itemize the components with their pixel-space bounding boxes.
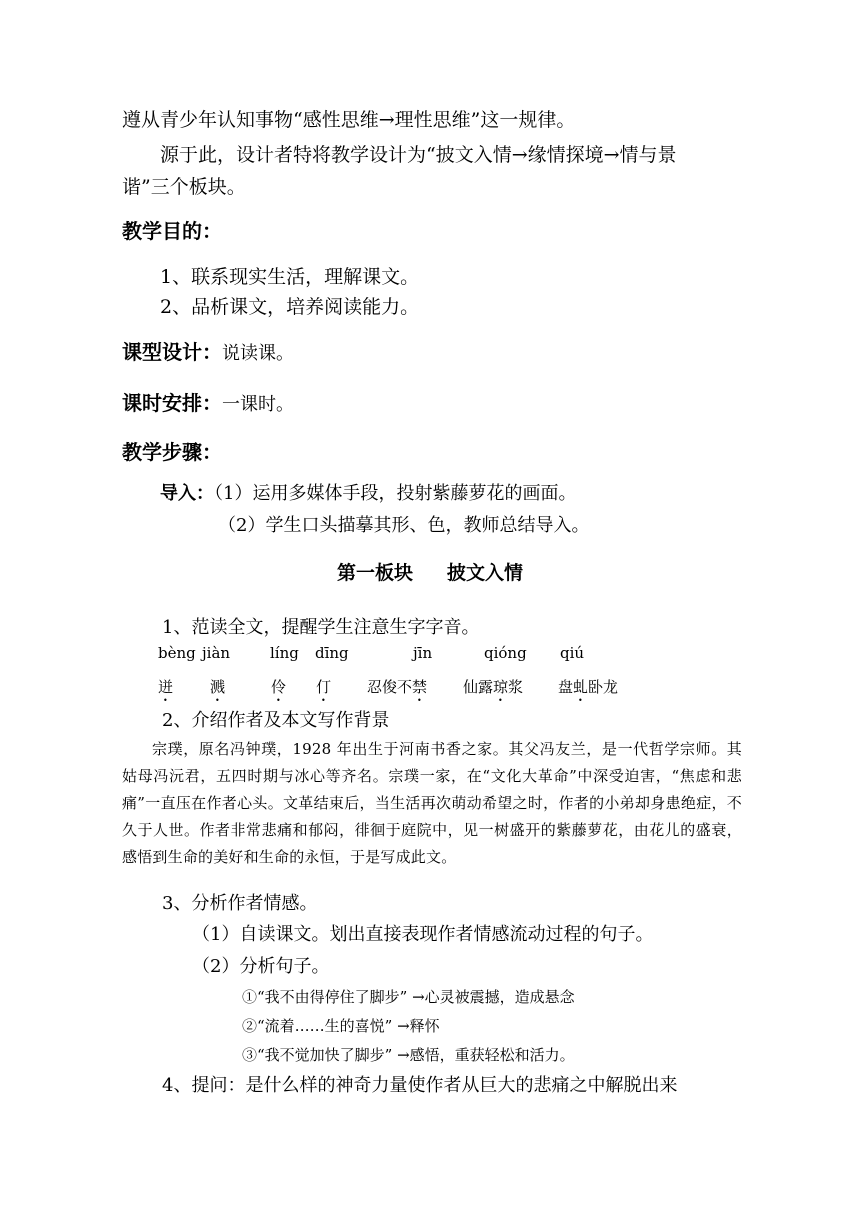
vocab-word-5-dotted: 禁 (412, 678, 428, 696)
step-item-3-2: （2）分析句子。 (192, 956, 330, 977)
vocab-word-6-dotted: 琼 (493, 678, 509, 696)
section-title (0, 558, 860, 588)
intro-line-2: 源于此，设计者特将教学设计为“披文入情→缘情探境→情与景 (160, 144, 677, 166)
vocab-word-7-dotted: 虬 (573, 678, 589, 696)
vocab-word-7 (558, 676, 618, 705)
pinyin-1: bèng (158, 644, 196, 662)
step-item-3-1: （1）自读课文。划出直接表现作者情感流动过程的句子。 (192, 924, 654, 945)
vocab-word-5-prefix: 忍俊不 (367, 678, 413, 696)
schedule-row (122, 388, 294, 420)
intro-line-1: 遵从青少年认知事物“感性思维→理性思维”这一规律。 (122, 109, 576, 131)
pinyin-3: líng (270, 644, 299, 662)
schedule-heading: 课时安排： (122, 391, 222, 415)
vocab-row (0, 676, 860, 702)
vocab-word-6-prefix: 仙露 (463, 678, 494, 696)
intro-step-row (160, 480, 576, 508)
step-item-1: 1、范读全文，提醒学生注意生字字音。 (162, 617, 480, 638)
sentence-2: ②“流着……生的喜悦” →释怀 (242, 1017, 440, 1035)
objective-item-2: 2、品析课文，培养阅读能力。 (160, 296, 420, 318)
sentence-1: ①“我不由得停住了脚步” →心灵被震撼，造成悬念 (242, 988, 575, 1006)
vocab-word-6-suffix: 浆 (508, 678, 524, 696)
pinyin-4: dīng (315, 644, 349, 662)
lesson-type-row (122, 337, 294, 369)
vocab-word-7-prefix: 盘 (558, 678, 574, 696)
pinyin-6: qióng (484, 644, 527, 662)
objectives-heading: 教学目的： (122, 219, 222, 243)
pinyin-5: jīn (413, 644, 433, 662)
vocab-word-1: 迸 (158, 678, 174, 696)
step-item-3: 3、分析作者情感。 (162, 893, 318, 914)
lesson-type-heading: 课型设计： (122, 340, 222, 364)
intro-step-item-1: （1）运用多媒体手段，投射紫藤萝花的画面。 (214, 483, 577, 504)
objective-item-1: 1、联系现实生活，理解课文。 (160, 266, 420, 288)
intro-step-item-2: （2）学生口头描摹其形、色，教师总结导入。 (218, 515, 590, 536)
section-title-part-2: 披文入情 (447, 562, 524, 584)
pinyin-2: jiàn (202, 644, 231, 662)
steps-heading: 教学步骤： (122, 440, 222, 464)
section-title-part-1: 第一板块 (336, 562, 413, 584)
vocab-word-2: 溅 (210, 678, 226, 696)
step-item-4: 4、提问：是什么样的神奇力量使作者从巨大的悲痛之中解脱出来 (162, 1075, 678, 1096)
vocab-word-5 (367, 676, 427, 705)
step-item-2: 2、介绍作者及本文写作背景 (162, 710, 390, 731)
intro-step-label: 导入： (160, 483, 214, 504)
vocab-word-3: 伶 (271, 678, 287, 696)
pinyin-7: qiú (560, 644, 585, 662)
vocab-word-6 (463, 676, 523, 705)
schedule-value: 一课时。 (222, 394, 294, 415)
lesson-type-value: 说读课。 (222, 343, 294, 364)
pinyin-row (0, 644, 860, 666)
sentence-3: ③“我不觉加快了脚步” →感悟，重获轻松和活力。 (242, 1046, 575, 1064)
vocab-word-7-suffix: 卧龙 (588, 678, 619, 696)
background-paragraph: 宗璞，原名冯钟璞，1928 年出生于河南书香之家。其父冯友兰，是一代哲学宗师。其姑母冯沅君，五四时期与冰心等齐名。宗璞一家，在“文化大革命”中深受迫害，“焦虑和悲痛”一直压在作者心头。文革结束后，当生活再次萌动希望之时，作者的小弟却身患绝症，不久于人世。作者非常悲痛和郁闷，徘徊于庭院中，见一树盛开的紫藤萝花，由花儿的盛衰，感悟到生命的美好和生命的永恒，于是写成此文。 (122, 740, 742, 866)
vocab-word-4: 仃 (316, 678, 332, 696)
intro-line-3: 谐”三个板块。 (122, 176, 246, 198)
